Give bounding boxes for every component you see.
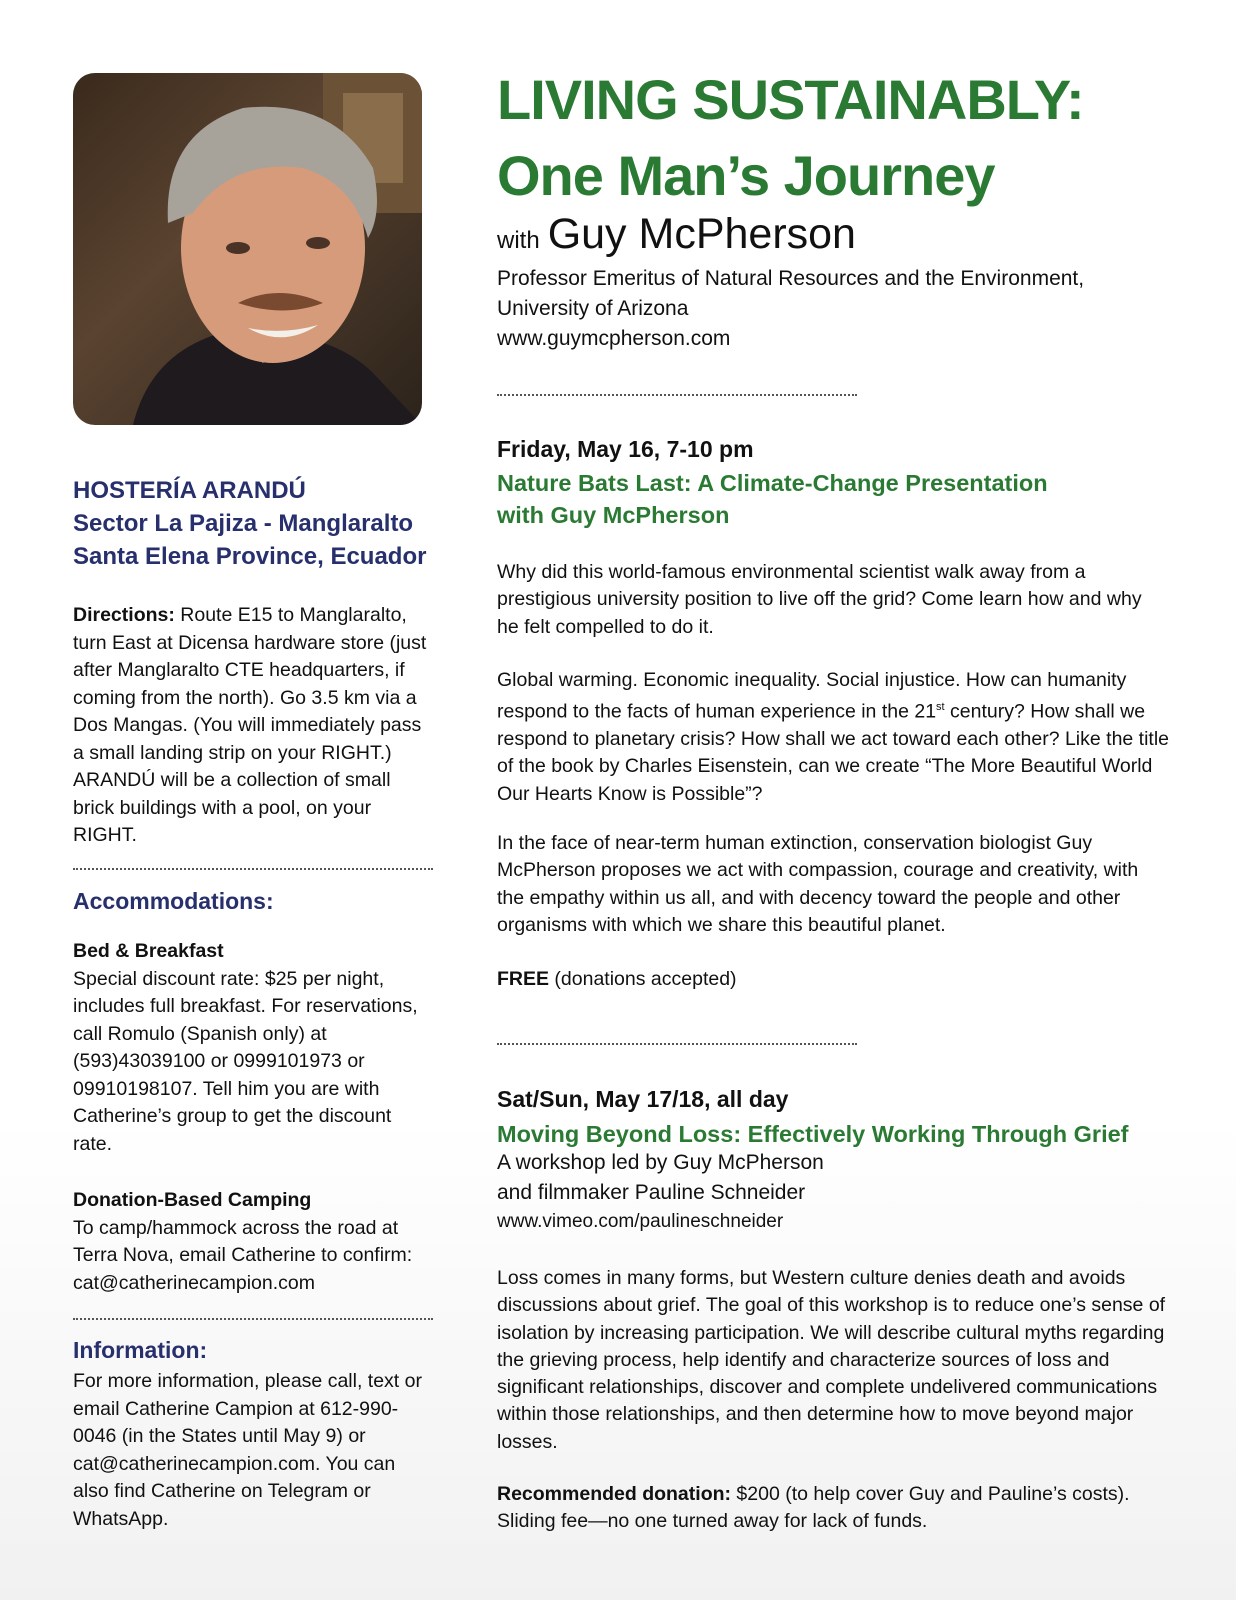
- speaker-website[interactable]: www.guymcpherson.com: [497, 327, 731, 350]
- event1-title-line-1: Nature Bats Last: A Climate-Change Presentation: [497, 470, 1048, 496]
- event1-para2-a: Global warming. Economic inequality. Social injustice. How can humanity respond to the facts of human experience in the 21: [497, 669, 1127, 723]
- divider: [497, 1043, 857, 1045]
- speaker-name: Guy McPherson: [547, 210, 856, 258]
- affiliation-line-2: University of Arizona: [497, 297, 689, 320]
- title-line-1: LIVING SUSTAINABLY:: [497, 68, 1084, 131]
- venue-address: [73, 474, 433, 573]
- page-title: [497, 62, 1187, 214]
- accommodations-heading: Accommodations:: [73, 888, 274, 914]
- information-heading: Information:: [73, 1337, 208, 1363]
- event2-sub-line-2: and filmmaker Pauline Schneider: [497, 1181, 806, 1204]
- venue-sector: Sector La Pajiza - Manglaralto: [73, 510, 414, 537]
- donation-text: $200 (to help cover Guy and Pauline’s costs). Sliding fee—no one turned away for lack of funds.: [497, 1483, 1130, 1533]
- speaker-line: [497, 210, 1187, 259]
- divider: [73, 1318, 433, 1320]
- directions-text: Route E15 to Manglaralto, turn East at Dicensa hardware store (just after Manglaralto CTE headquarters, if coming from the north). Go 3.5 km via a Dos Mangas. (You will immediately pass a small landing strip on your RIGHT.) ARANDÚ will be a collection of small brick buildings with a pool, on your RIGHT.: [73, 604, 427, 846]
- event1-para2-b: century? How shall we respond to planetary crisis? How shall we act toward each other? Like the title of the book by Charles Eisenstein, can we create “The More Beautiful World Our Hearts Know is Possible”?: [497, 700, 1170, 805]
- directions-label: Directions:: [73, 604, 175, 626]
- donation-label: Recommended donation:: [497, 1483, 732, 1505]
- divider: [497, 394, 857, 396]
- portrait-illustration: [73, 73, 422, 425]
- bnb-text: Special discount rate: $25 per night, includes full breakfast. For reservations, call Romulo (Spanish only) at (593)43039100 or 0999101973 or 09910198107. Tell him you are with Catherine’s group to get the discount rate.: [73, 967, 418, 1155]
- event1-date: Friday, May 16, 7-10 pm: [497, 436, 754, 462]
- affiliation-line-1: Professor Emeritus of Natural Resources and the Environment,: [497, 267, 1085, 290]
- with-label: with: [497, 227, 540, 254]
- divider: [73, 868, 433, 870]
- event2-date: Sat/Sun, May 17/18, all day: [497, 1086, 789, 1112]
- price-note: (donations accepted): [549, 968, 737, 990]
- event1-title-line-2: with Guy McPherson: [497, 502, 730, 528]
- event2-title: Moving Beyond Loss: Effectively Working Through Grief: [497, 1121, 1129, 1147]
- event2-subtitle: [497, 1148, 1187, 1236]
- event1-paragraph-3: In the face of near-term human extinction, conservation biologist Guy McPherson proposes we act with compassion, courage and creativity, with the empathy within us all, and with decency toward the people and other organisms with which we share this beautiful planet.: [497, 832, 1139, 936]
- camping-heading: Donation-Based Camping: [73, 1189, 312, 1211]
- event1-paragraph-2: [497, 667, 1187, 808]
- event1-para2-sup: st: [936, 701, 945, 714]
- event2-website[interactable]: www.vimeo.com/paulineschneider: [497, 1211, 784, 1232]
- event1-title: [497, 467, 1187, 531]
- directions: [73, 602, 433, 850]
- bnb-section: [73, 938, 428, 1158]
- event2-sub-line-1: A workshop led by Guy McPherson: [497, 1151, 824, 1174]
- venue-name: HOSTERÍA ARANDÚ: [73, 477, 306, 504]
- speaker-photo: [73, 73, 422, 425]
- title-line-2: One Man’s Journey: [497, 144, 995, 207]
- information-text: For more information, please call, text or email Catherine Campion at 612-990-0046 (in the States until May 9) or cat@catherinecampion.com. You can also find Catherine on Telegram or WhatsApp.: [73, 1370, 422, 1530]
- speaker-affiliation: [497, 264, 1187, 354]
- venue-province: Santa Elena Province, Ecuador: [73, 543, 427, 570]
- event1-paragraph-1: Why did this world-famous environmental scientist walk away from a prestigious university position to live off the grid? Come learn how and why he felt compelled to do it.: [497, 561, 1142, 638]
- bnb-heading: Bed & Breakfast: [73, 940, 224, 962]
- event2-paragraph: Loss comes in many forms, but Western culture denies death and avoids discussions about grief. The goal of this workshop is to reduce one’s sense of isolation by increasing participation. We will describe cultural myths regarding the grieving process, help identify and characterize sources of loss and significant relationships, discover and complete undelivered communications within those relationships, and then determine how to move beyond major losses.: [497, 1267, 1166, 1453]
- price-label: FREE: [497, 968, 550, 990]
- event2-donation: [497, 1481, 1172, 1536]
- camping-text: To camp/hammock across the road at Terra Nova, email Catherine to confirm: cat@catherinecampion.com: [73, 1216, 413, 1294]
- camping-section: [73, 1187, 433, 1297]
- event1-price: [497, 966, 1187, 993]
